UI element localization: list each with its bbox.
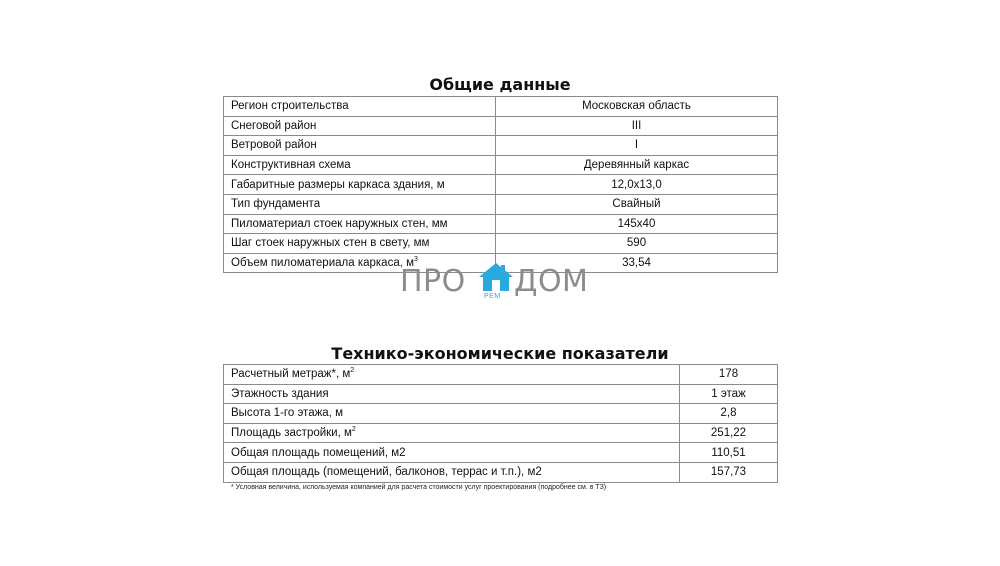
- house-icon: [478, 262, 514, 292]
- row-value: 157,73: [680, 462, 778, 482]
- row-key: Ветровой район: [224, 136, 496, 156]
- row-key-text: Расчетный метраж*, м: [231, 368, 351, 381]
- row-key: Конструктивная схема: [224, 155, 496, 175]
- row-value: 251,22: [680, 423, 778, 443]
- table-row: [224, 214, 778, 234]
- row-key-text: Площадь застройки, м: [231, 427, 352, 440]
- row-key: Пиломатериал стоек наружных стен, мм: [224, 214, 496, 234]
- row-value: Свайный: [496, 194, 778, 214]
- row-key-text: Объем пиломатериала каркаса, м: [231, 257, 415, 270]
- tech-data-table: [223, 364, 778, 483]
- table-row: [224, 234, 778, 254]
- logo-right-text: ДОМ: [514, 264, 589, 299]
- unit-superscript: 3: [414, 256, 418, 264]
- row-value: 12,0х13,0: [496, 175, 778, 195]
- row-key: Этажность здания: [224, 384, 680, 404]
- general-data-title: Общие данные: [429, 75, 571, 94]
- row-key: Регион строительства: [224, 97, 496, 117]
- unit-superscript: 2: [351, 426, 356, 434]
- row-key: Снеговой район: [224, 116, 496, 136]
- row-key: Габаритные размеры каркаса здания, м: [224, 175, 496, 195]
- row-value: Деревянный каркас: [496, 155, 778, 175]
- row-key: Тип фундамента: [224, 194, 496, 214]
- unit-superscript: 2: [350, 367, 355, 375]
- table-row: [224, 365, 778, 385]
- row-value: III: [496, 116, 778, 136]
- tech-data-title: Технико-экономические показатели: [331, 344, 669, 363]
- table-row: [224, 155, 778, 175]
- table-row: [224, 404, 778, 424]
- row-value: I: [496, 136, 778, 156]
- table-row: [224, 97, 778, 117]
- row-value: 145х40: [496, 214, 778, 234]
- row-key: Высота 1-го этажа, м: [224, 404, 680, 424]
- row-value: 110,51: [680, 443, 778, 463]
- row-value: Московская область: [496, 97, 778, 117]
- row-key: [224, 423, 680, 443]
- logo: [398, 262, 602, 308]
- row-value: 1 этаж: [680, 384, 778, 404]
- row-value: 590: [496, 234, 778, 254]
- logo-left-text: ПРО: [400, 264, 466, 299]
- row-key: Шаг стоек наружных стен в свету, мм: [224, 234, 496, 254]
- row-value: 33,54: [496, 253, 778, 273]
- row-value: 2,8: [680, 404, 778, 424]
- row-key: [224, 365, 680, 385]
- row-value: 178: [680, 365, 778, 385]
- table-row: [224, 443, 778, 463]
- table-row: [224, 136, 778, 156]
- table-row: [224, 384, 778, 404]
- footnote: * Условная величина, используемая компанией для расчета стоимости услуг проектирования (подробнее см. в ТЗ): [231, 484, 607, 491]
- table-row: [224, 194, 778, 214]
- general-data-table: [223, 96, 778, 273]
- row-key: Общая площадь помещений, м2: [224, 443, 680, 463]
- table-row: [224, 462, 778, 482]
- logo-sub-text: РЕМ: [484, 293, 501, 300]
- table-row: [224, 175, 778, 195]
- table-row: [224, 116, 778, 136]
- row-key: Общая площадь (помещений, балконов, террас и т.п.), м2: [224, 462, 680, 482]
- table-row: [224, 423, 778, 443]
